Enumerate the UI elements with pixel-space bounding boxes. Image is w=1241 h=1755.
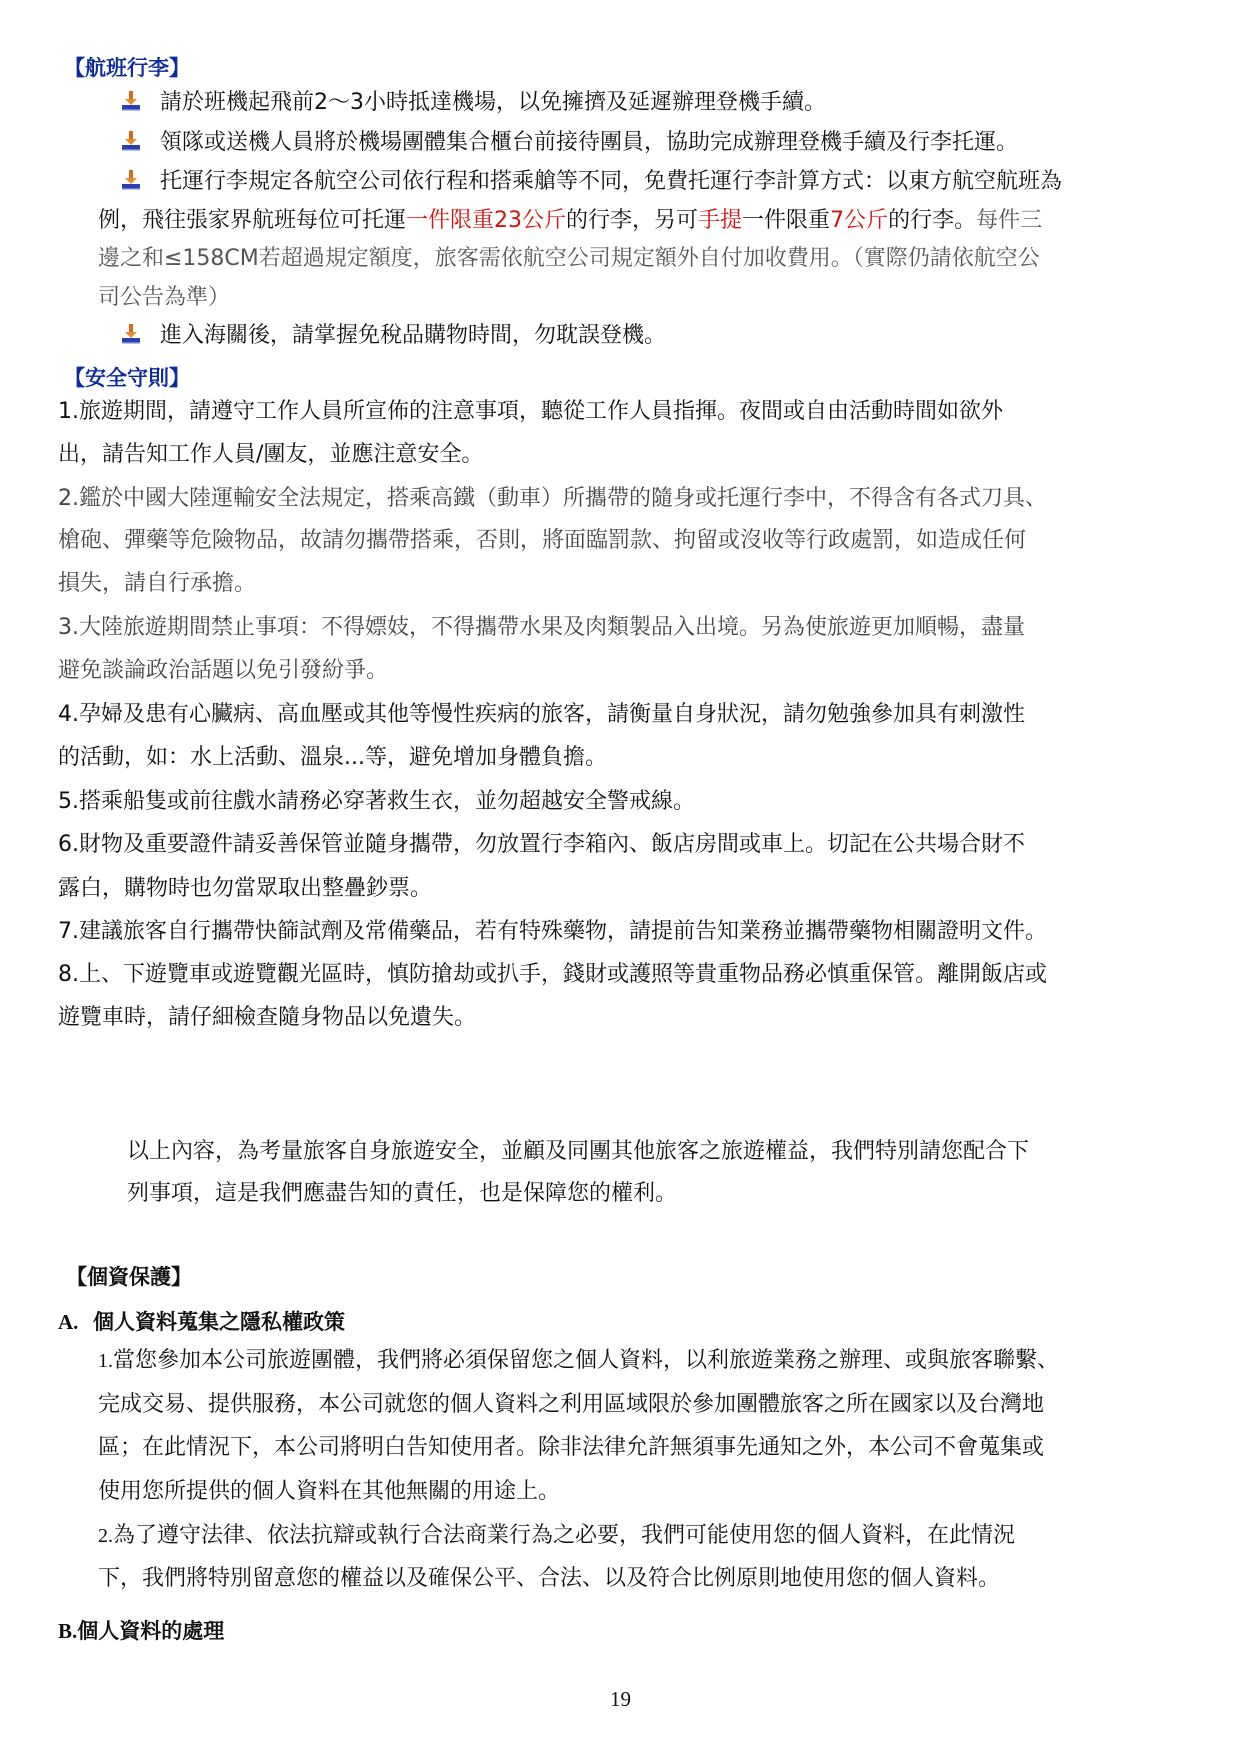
bullet-continuation: 司公告為準） (98, 285, 231, 310)
section-title-safety-rules: 【安全守則】 (64, 366, 190, 390)
rule-line: 4.孕婦及患有心臟病、高血壓或其他等慢性疾病的旅客，請衡量自身狀況，請勿勉強參加具有刺激性 (58, 702, 1025, 727)
rule-line: 露白，購物時也勿當眾取出整疊鈔票。 (58, 876, 433, 901)
privacy-line: 使用您所提供的個人資料在其他無關的用途上。 (98, 1479, 561, 1504)
bullet-item: 進入海關後，請掌握免稅品購物時間，勿耽誤登機。 (120, 315, 666, 357)
highlight-carry-on: 手提 (698, 208, 743, 233)
notice-line: 以上內容，為考量旅客自身旅遊安全，並顧及同團其他旅客之旅遊權益，我們特別請您配合下 (127, 1139, 1030, 1164)
rule-line: 8.上、下遊覽車或遊覽觀光區時，慎防搶劫或扒手，錢財或護照等貴重物品務必慎重保管。離開飯店或 (58, 962, 1047, 987)
rule-line: 5.搭乘船隻或前往戲水請務必穿著救生衣，並勿超越安全警戒線。 (58, 789, 695, 814)
rule-line: 1.旅遊期間，請遵守工作人員所宣佈的注意事項，聽從工作人員指揮。夜間或自由活動時間如欲外 (58, 399, 1003, 424)
rule-line: 的活動，如：水上活動、溫泉...等，避免增加身體負擔。 (58, 745, 607, 770)
rule-line: 3.大陸旅遊期間禁止事項：不得嫖妓，不得攜帶水果及肉類製品入出境。另為使旅遊更加順暢，盡量 (58, 615, 1025, 640)
page-number: 19 (610, 1687, 631, 1711)
privacy-line: 2.為了遵守法律、依法抗辯或執行合法商業行為之必要，我們可能使用您的個人資料，在此情況 (98, 1523, 1016, 1548)
rule-line: 7.建議旅客自行攜帶快篩試劑及常備藥品，若有特殊藥物，請提前告知業務並攜帶藥物相關證明文件。 (58, 919, 1047, 944)
rule-line: 遊覽車時，請仔細檢查隨身物品以免遺失。 (58, 1005, 477, 1030)
bullet-continuation: 例，飛往張家界航班每位可托運一件限重23公斤的行李，另可手提一件限重7公斤的行李。每件三 (98, 208, 1043, 233)
section-title-privacy: 【個資保護】 (66, 1265, 192, 1289)
subsection-a-title: A. 個人資料蒐集之隱私權政策 (58, 1310, 346, 1334)
rule-line: 損失，請自行承擔。 (58, 571, 257, 596)
privacy-line: 完成交易、提供服務，本公司就您的個人資料之利用區域限於參加團體旅客之所在國家以及台灣地 (98, 1392, 1045, 1417)
notice-line: 列事項，這是我們應盡告知的責任，也是保障您的權利。 (127, 1181, 678, 1206)
privacy-line: 區；在此情況下，本公司將明白告知使用者。除非法律允許無須事先通知之外，本公司不會蒐集或 (98, 1435, 1045, 1460)
download-arrow-icon (120, 323, 142, 345)
bullet-item: 托運行李規定各航空公司依行程和搭乘艙等不同，免費托運行李計算方式：以東方航空航班為 (120, 161, 1062, 203)
section-title-flight-luggage: 【航班行李】 (64, 56, 190, 80)
highlight-weight-carry-on: 7公斤 (830, 208, 889, 233)
subsection-b-title: B.個人資料的處理 (58, 1619, 225, 1643)
download-arrow-icon (120, 90, 142, 112)
download-arrow-icon (120, 130, 142, 152)
highlight-weight-checked: 一件限重23公斤 (406, 208, 567, 233)
bullet-continuation: 邊之和≤158CM若超過規定額度，旅客需依航空公司規定額外自付加收費用。（實際仍請依航空公 (98, 246, 1040, 271)
rule-line: 2.鑑於中國大陸運輸安全法規定，搭乘高鐵（動車）所攜帶的隨身或托運行李中，不得含有各式刀具、 (58, 486, 1047, 511)
rule-line: 槍砲、彈藥等危險物品，故請勿攜帶搭乘，否則，將面臨罰款、拘留或沒收等行政處罰，如造成任何 (58, 528, 1027, 553)
bullet-item: 領隊或送機人員將於機場團體集合櫃台前接待團員，協助完成辦理登機手續及行李托運。 (120, 122, 1018, 164)
rule-line: 6.財物及重要證件請妥善保管並隨身攜帶，勿放置行李箱內、飯店房間或車上。切記在公共場合財不 (58, 832, 1025, 857)
rule-line: 出，請告知工作人員/團友，並應注意安全。 (58, 442, 484, 467)
bullet-item: 請於班機起飛前2～3小時抵達機場，以免擁擠及延遲辦理登機手續。 (120, 82, 826, 124)
privacy-line: 1.當您參加本公司旅遊團體，我們將必須保留您之個人資料，以利旅遊業務之辦理、或與旅客聯繫、 (98, 1348, 1060, 1373)
rule-line: 避免談論政治話題以免引發紛爭。 (58, 658, 389, 683)
privacy-line: 下，我們將特別留意您的權益以及確保公平、合法、以及符合比例原則地使用您的個人資料。 (98, 1566, 1001, 1591)
download-arrow-icon (120, 169, 142, 191)
